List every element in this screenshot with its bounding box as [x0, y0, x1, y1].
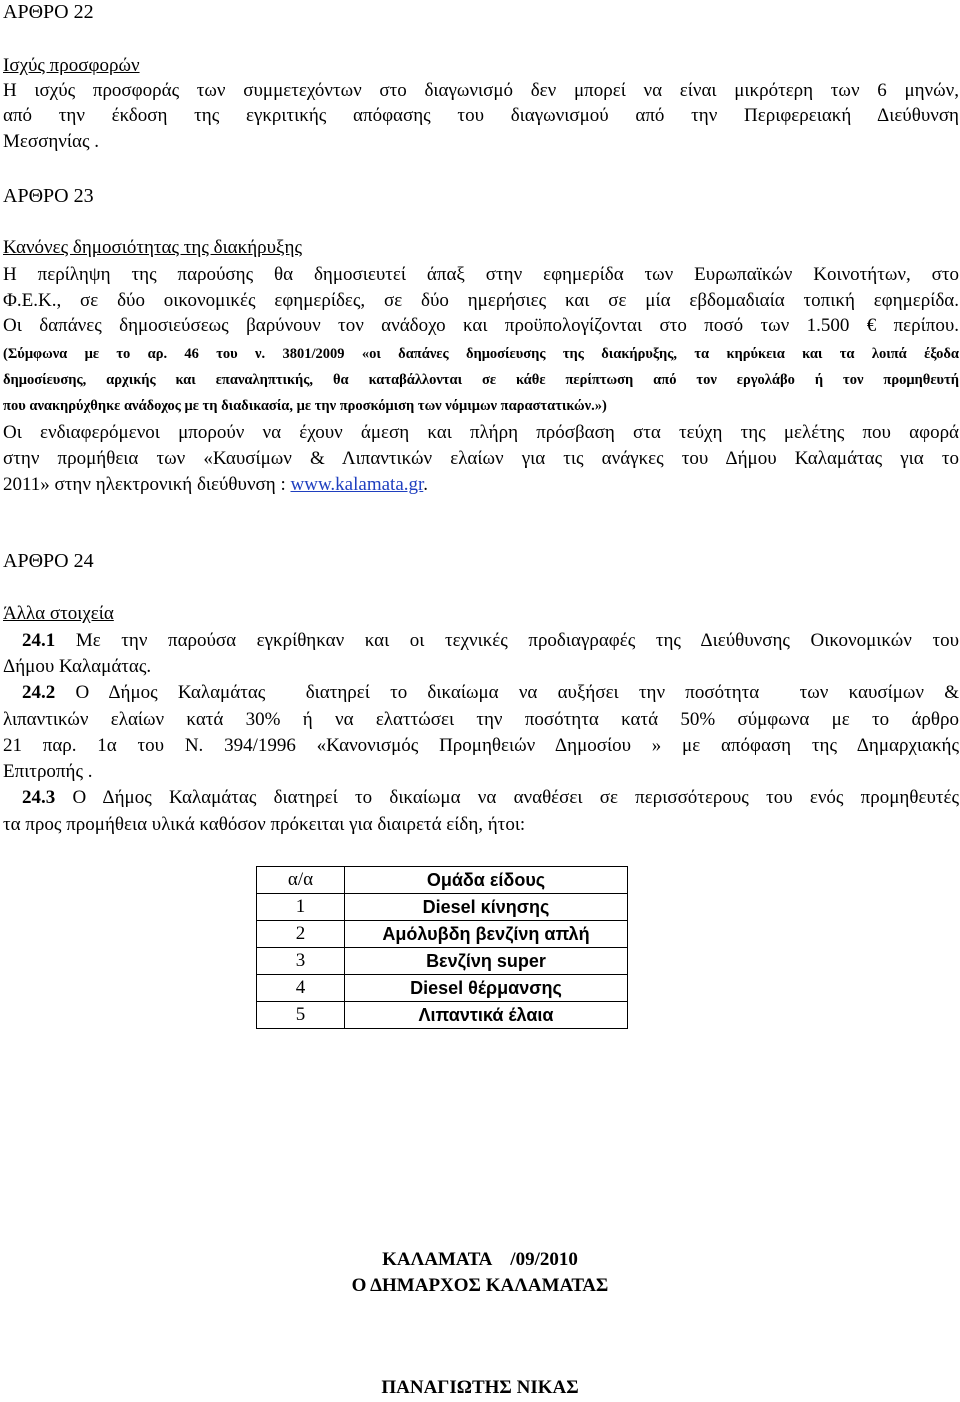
access-text: 2011» στην ηλεκτρονική διεύθυνση :: [3, 474, 291, 495]
paragraph-number: 24.2: [22, 682, 56, 703]
article-23-legal-note-line: που ανακηρύχθηκε ανάδοχος με τη διαδικασία, με την προσκόμιση των νόμιμων παραστατικών.»): [3, 398, 607, 414]
article-23-text-line: Φ.Ε.Κ., σε δύο οικονομικές εφημερίδες, σε δύο ημερήσιες και σε μία εβδομαδιαία τοπική εφημερίδα.: [3, 290, 959, 311]
table-cell: Αμόλυβδη βενζίνη απλή: [345, 921, 628, 948]
paragraph-number: 24.3: [22, 787, 56, 808]
paragraph-24-2-line: 21 παρ. 1α του Ν. 394/1996 «Κανονισμός Προμηθειών Δημοσίου » με απόφαση της Δημαρχιακής: [3, 735, 959, 756]
website-link[interactable]: www.kalamata.gr: [290, 474, 424, 495]
paragraph-24-3-line: τα προς προμήθεια υλικά καθόσον πρόκειται για διαιρετά είδη, ήτοι:: [3, 814, 526, 835]
table-row: [257, 894, 628, 921]
table-row: [257, 1002, 628, 1029]
article-24-subheading: Άλλα στοιχεία: [3, 603, 114, 624]
article-23-access-line: Οι ενδιαφερόμενοι μπορούν να έχουν άμεση και πλήρη πρόσβαση στα τεύχη της μελέτης που αφορά: [3, 422, 959, 443]
table-header-cell: Ομάδα είδους: [345, 867, 628, 894]
table-cell: Βενζίνη super: [345, 948, 628, 975]
paragraph-number: 24.1: [22, 630, 56, 651]
access-text-end: .: [423, 474, 429, 495]
article-23-text-line: Οι δαπάνες δημοσιεύσεως βαρύνουν τον ανάδοχο και προϋπολογίζονται στο ποσό των 1.500 € περίπου.: [3, 315, 959, 336]
table-row: [257, 975, 628, 1002]
paragraph-24-2-line: Επιτροπής .: [3, 761, 93, 782]
paragraph-24-3-line: [22, 785, 959, 811]
article-24-heading: ΑΡΘΡΟ 24: [3, 550, 94, 572]
table-cell: 3: [257, 948, 345, 975]
table-cell: Diesel θέρμανσης: [345, 975, 628, 1002]
table-cell: 4: [257, 975, 345, 1002]
table-header-cell: α/α: [257, 867, 345, 894]
article-22-text-line: από την έκδοση της εγκριτικής απόφασης του διαγωνισμού από την Περιφερειακή Διεύθυνση: [3, 105, 959, 126]
article-22-text-line: Η ισχύς προσφοράς των συμμετεχόντων στο διαγωνισμό δεν μπορεί να είναι μικρότερη των 6 μηνών,: [3, 80, 959, 101]
signature-role: Ο ΔΗΜΑΡΧΟΣ ΚΑΛΑΜΑΤΑΣ: [351, 1275, 609, 1296]
table-row: [257, 948, 628, 975]
article-23-access-last-line: [3, 472, 959, 498]
table-cell: Λιπαντικά έλαια: [345, 1002, 628, 1029]
table-cell: 2: [257, 921, 345, 948]
paragraph-24-1-line: [22, 628, 959, 654]
article-22-text-line: Μεσσηνίας .: [3, 131, 99, 152]
paragraph-24-1-line: Δήμου Καλαμάτας.: [3, 656, 152, 677]
article-23-subheading: Κανόνες δημοσιότητας της διακήρυξης: [3, 237, 302, 258]
table-cell: 5: [257, 1002, 345, 1029]
article-23-legal-note-line: (Σύμφωνα με το αρ. 46 του ν. 3801/2009 «οι δαπάνες δημοσίευσης της διακήρυξης, τα κηρύκεια και τα λοιπά έξοδα: [3, 346, 959, 362]
paragraph-24-2-line: λιπαντικών ελαίων κατά 30% ή να ελαττώσει την ποσότητα κατά 50% σύμφωνα με το άρθρο: [3, 709, 959, 730]
signature-place-date: ΚΑΛΑΜΑΤΑ /09/2010: [382, 1249, 578, 1270]
paragraph-24-2-line: [22, 680, 959, 706]
paragraph-text: Με την παρούσα εγκρίθηκαν και οι τεχνικές προδιαγραφές της Διεύθυνσης Οικονομικών του: [55, 630, 959, 651]
table-row: [257, 921, 628, 948]
article-23-heading: ΑΡΘΡΟ 23: [3, 185, 94, 207]
paragraph-text: Ο Δήμος Καλαμάτας διατηρεί το δικαίωμα να αυξήσει την ποσότητα των καυσίμων &: [55, 682, 959, 703]
article-22-subheading: Ισχύς προσφορών: [3, 55, 140, 76]
paragraph-text: Ο Δήμος Καλαμάτας διατηρεί το δικαίωμα να αναθέσει σε περισσότερους του ενός προμηθευτές: [55, 787, 959, 808]
signature-name: ΠΑΝΑΓΙΩΤΗΣ ΝΙΚΑΣ: [381, 1377, 579, 1398]
article-22-heading: ΑΡΘΡΟ 22: [3, 1, 94, 23]
article-23-access-line: στην προμήθεια των «Καυσίμων & Λιπαντικών ελαίων για τις ανάγκες του Δήμου Καλαμάτας για το: [3, 448, 959, 469]
article-23-text-line: Η περίληψη της παρούσης θα δημοσιευτεί άπαξ στην εφημερίδα των Ευρωπαϊκών Κοινοτήτων, στο: [3, 264, 959, 285]
table-header-row: [257, 867, 628, 894]
table-cell: 1: [257, 894, 345, 921]
items-table: [256, 866, 628, 1029]
article-23-legal-note-line: δημοσίευσης, αρχικής και επαναληπτικής, θα καταβάλλονται σε κάθε περίπτωση από τον εργολάβο ή τον προμηθευτή: [3, 372, 959, 388]
table-cell: Diesel κίνησης: [345, 894, 628, 921]
